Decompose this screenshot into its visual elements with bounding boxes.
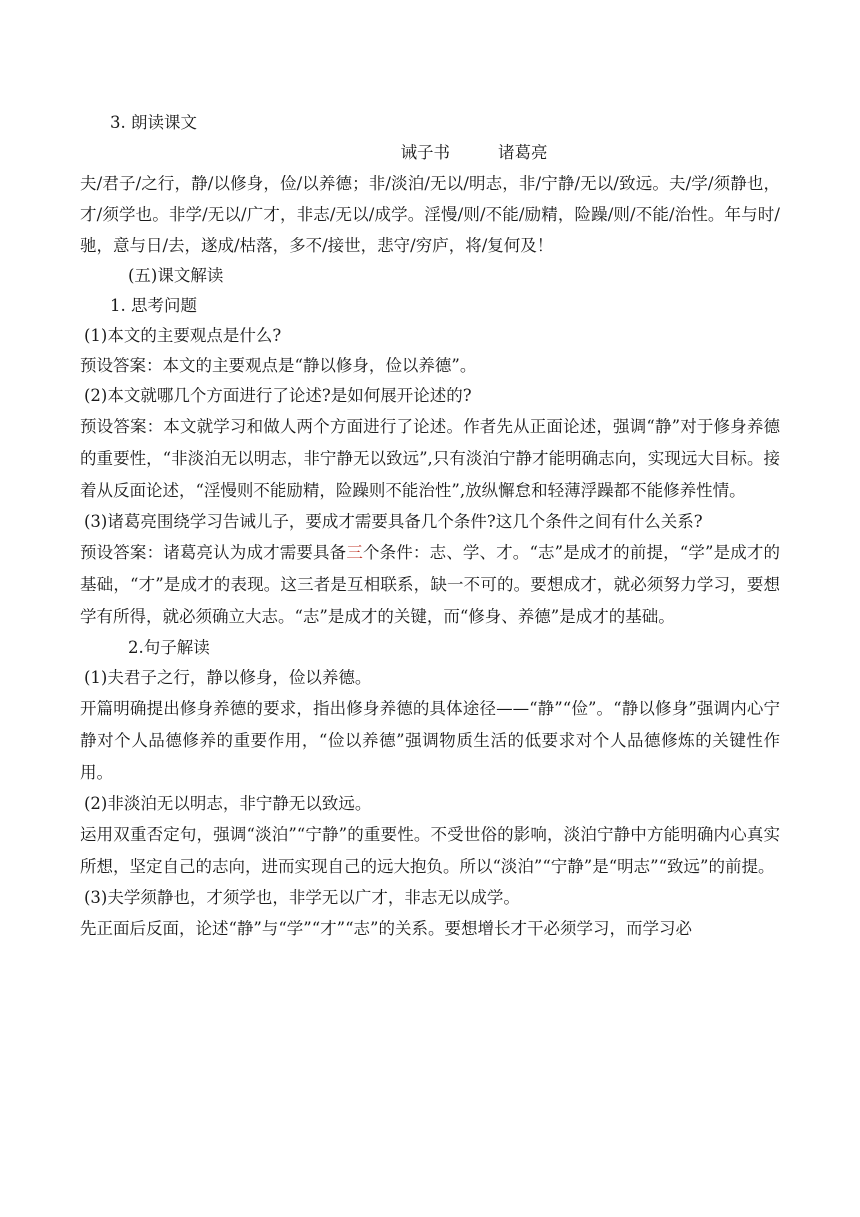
question-1: (1)本文的主要观点是什么? (84, 326, 282, 345)
sentence-2-explanation: 运用双重否定句，强调“淡泊”“宁静”的重要性。不受世俗的影响，淡泊宁静中方能明确内心真实所想，坚定自己的志向，进而实现自己的远大抱负。所以“淡泊”“宁静”是“明志”“致远”的前提。 (80, 825, 780, 876)
classical-text: 夫/君子/之行，静/以修身，俭/以养德；非/淡泊/无以/明志，非/宁静/无以/致远。夫/学/须静也，才/须学也。非学/无以/广才，非志/无以/成学。淫慢/则/不能/励精，险躁/则/不能/治性。年与时/驰，意与日/去，遂成/枯落，多不/接世，悲守/穷庐，将/复何及！ (80, 174, 780, 255)
sentence-3: (3)夫学须静也，才须学也，非学无以广才，非志无以成学。 (84, 888, 520, 907)
answer-3 (80, 537, 780, 633)
sentence-2: (2)非淡泊无以明志，非宁静无以致远。 (84, 794, 372, 813)
sentence-1-explanation: 开篇明确提出修身养德的要求，指出修身养德的具体途径——“静”“俭”。“静以修身”强调内心宁静对个人品德修养的重要作用，“俭以养德”强调物质生活的低要求对个人品德修炼的关键性作用。 (80, 699, 780, 782)
answer-1: 预设答案：本文的主要观点是“静以修身，俭以养德”。 (80, 356, 477, 375)
sentences-heading: 2.句子解读 (128, 638, 210, 657)
sentence-1: (1)夫君子之行，静以修身，俭以养德。 (84, 668, 372, 687)
text-title-line (80, 138, 780, 168)
interpretation-heading: (五)课文解读 (128, 266, 224, 285)
answer-3-part-1: 预设答案：诸葛亮认为成才需要具备 (80, 543, 347, 562)
questions-heading: 1. 思考问题 (110, 296, 197, 315)
question-2: (2)本文就哪几个方面进行了论述?是如何展开论述的? (84, 386, 472, 405)
answer-3-part-2: 个条件：志、学、才。“志”是成才的前提，“学”是成才的基础，“才”是成才的表现。这三者是互相联系，缺一不可的。要想成才，就必须努力学习，要想学有所得，就必须确立大志。“志”是成才的关键，而“修身、养德”是成才的基础。 (80, 543, 781, 626)
sentence-3-explanation: 先正面后反面，论述“静”与“学”“才”“志”的关系。要想增长才干必须学习，而学习必 (80, 919, 692, 938)
text-author: 诸葛亮 (498, 143, 548, 162)
text-title: 诫子书 (400, 143, 450, 162)
answer-2: 预设答案：本文就学习和做人两个方面进行了论述。作者先从正面论述，强调“静”对于修身养德的重要性，“非淡泊无以明志，非宁静无以致远”,只有淡泊宁静才能明确志向，实现远大目标。接着从反面论述，“淫慢则不能励精，险躁则不能治性”,放纵懈怠和轻薄浮躁都不能修养性情。 (80, 417, 780, 500)
question-3: (3)诸葛亮围绕学习告诫儿子，要成才需要具备几个条件?这几个条件之间有什么关系? (84, 512, 703, 531)
read-aloud-heading: 3. 朗读课文 (110, 113, 197, 132)
answer-3-highlight: 三 (346, 543, 363, 562)
